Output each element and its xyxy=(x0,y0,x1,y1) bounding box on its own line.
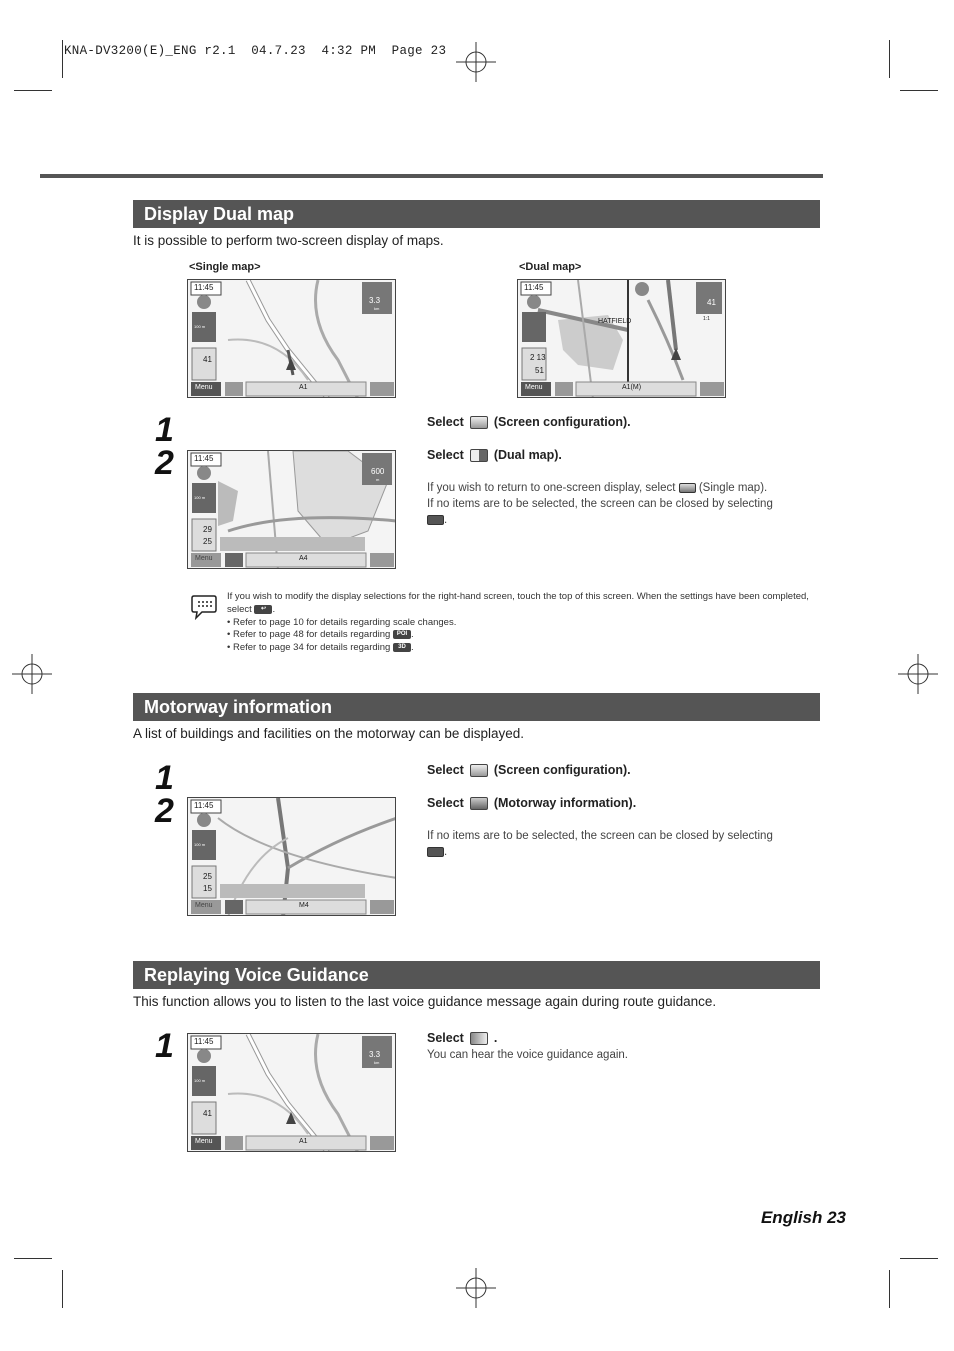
step-number-1: 1 xyxy=(155,759,174,797)
menu-button[interactable]: Menu xyxy=(195,902,213,909)
registration-mark xyxy=(456,42,496,82)
config-screen-dual xyxy=(187,450,396,569)
road-name: A1 xyxy=(299,384,308,391)
eta-readout: 25 xyxy=(203,872,212,881)
menu-button[interactable]: Menu xyxy=(195,555,213,562)
step-number-2: 2 xyxy=(155,444,174,482)
registration-mark xyxy=(898,654,938,694)
intro-motorway: A list of buildings and facilities on the motorway can be displayed. xyxy=(133,726,524,741)
step-number-2: 2 xyxy=(155,792,174,830)
info-single-map xyxy=(427,480,821,496)
distance-unit: km xyxy=(374,306,380,311)
distance-unit: m xyxy=(376,477,380,482)
section-title-motorway: Motorway information xyxy=(133,693,820,721)
section-title-dual-map: Display Dual map xyxy=(133,200,820,228)
clock: 11:45 xyxy=(194,1037,214,1046)
poi-icon: POI xyxy=(393,630,411,639)
step-1-target: (Screen configuration). xyxy=(493,763,631,777)
note-bullet-poi: • Refer to page 48 for details regarding xyxy=(227,629,391,641)
eta-readout-2: 25 xyxy=(203,537,212,546)
eta-readout: 41 xyxy=(203,355,212,364)
step-2-select: Select xyxy=(427,448,464,462)
step-number-1: 1 xyxy=(155,411,174,449)
step-1-select: Select xyxy=(427,1031,464,1045)
scale-readout: 100 m xyxy=(194,1078,206,1083)
step-1-instruction xyxy=(427,415,631,429)
motorway-step-1-instruction xyxy=(427,763,631,777)
motorway-info-close xyxy=(427,828,821,860)
road-name: A1 xyxy=(299,1138,308,1145)
voice-screen xyxy=(187,1033,396,1152)
config-screen-motorway xyxy=(187,797,396,916)
close-down-icon xyxy=(427,515,444,525)
distance-readout: 3.3 xyxy=(369,296,381,305)
dual-map-icon xyxy=(470,449,488,462)
clock: 11:45 xyxy=(524,283,544,292)
step-2-select: Select xyxy=(427,796,464,810)
screen-config-icon xyxy=(470,764,488,777)
step-2-instruction xyxy=(427,448,562,462)
eta-readout: 41 xyxy=(203,1109,212,1118)
step-2-target: (Motorway information). xyxy=(493,796,637,810)
3d-icon: 3D xyxy=(393,643,411,652)
single-map-icon xyxy=(679,483,696,493)
info-close-end: . xyxy=(444,514,448,526)
step-1-select: Select xyxy=(427,763,464,777)
clock: 11:45 xyxy=(194,283,214,292)
registration-mark xyxy=(12,654,52,694)
info-close-end: . xyxy=(444,846,448,858)
scale-readout: 100 m xyxy=(194,495,206,500)
info-text-end: (Single map). xyxy=(698,482,768,494)
note-bullet-3d: • Refer to page 34 for details regarding xyxy=(227,642,391,654)
close-down-icon xyxy=(427,847,444,857)
motorway-info-icon xyxy=(470,797,488,810)
info-close-text: If no items are to be selected, the screen can be closed by selecting xyxy=(427,830,773,842)
note-end: . xyxy=(272,603,276,615)
speaker-icon xyxy=(470,1032,488,1045)
step-2-target: (Dual map). xyxy=(493,448,562,462)
registration-mark xyxy=(456,1268,496,1308)
intro-voice: This function allows you to listen to the last voice guidance message again during route guidance. xyxy=(133,994,717,1009)
note-bullet-end: . xyxy=(410,642,414,654)
screen-config-icon xyxy=(470,416,488,429)
step-number-1: 1 xyxy=(155,1027,174,1065)
clock: 11:45 xyxy=(194,801,214,810)
scale-readout: 1:1 xyxy=(703,316,710,322)
print-header: KNA-DV3200(E)_ENG r2.1 04.7.23 4:32 PM Page 23 xyxy=(64,44,447,58)
single-map-screen xyxy=(187,279,396,398)
road-name: A1(M) xyxy=(622,384,642,391)
distance-unit: km xyxy=(374,1060,380,1065)
menu-button[interactable]: Menu xyxy=(195,384,213,391)
note-bullet-scale: • Refer to page 10 for details regarding scale changes. xyxy=(227,616,457,628)
place-label: HATFIELD xyxy=(598,318,632,325)
note-speech-icon xyxy=(190,594,218,620)
eta-readout: 29 xyxy=(203,525,212,534)
distance-readout: 600 xyxy=(371,467,385,476)
road-name: A4 xyxy=(299,555,308,562)
dual-map-label: <Dual map> xyxy=(519,261,582,273)
info-close xyxy=(427,496,821,528)
note-block xyxy=(227,591,822,655)
return-icon: ↩ xyxy=(254,605,272,614)
scale-readout: 100 m xyxy=(194,324,206,329)
motorway-step-2-instruction xyxy=(427,796,636,810)
step-1-target: . xyxy=(493,1031,498,1045)
eta-readout: 2 13 xyxy=(530,353,546,362)
eta-readout-2: 15 xyxy=(203,884,212,893)
distance-readout: 41 xyxy=(707,298,716,307)
menu-button[interactable]: Menu xyxy=(525,384,543,391)
voice-step-1-instruction xyxy=(427,1031,497,1045)
voice-info: You can hear the voice guidance again. xyxy=(427,1049,628,1061)
distance-readout: 3.3 xyxy=(369,1050,381,1059)
top-rule xyxy=(40,174,823,178)
intro-dual-map: It is possible to perform two-screen display of maps. xyxy=(133,233,444,248)
note-text: If you wish to modify the display selections for the right-hand screen, touch the top of this screen. When the settings have been completed, select xyxy=(227,591,809,615)
single-map-label: <Single map> xyxy=(189,261,261,273)
menu-button[interactable]: Menu xyxy=(195,1138,213,1145)
page-footer: English 23 xyxy=(760,1208,846,1227)
info-text: If you wish to return to one-screen display, select xyxy=(427,482,676,494)
step-1-target: (Screen configuration). xyxy=(493,415,631,429)
road-name: M4 xyxy=(299,902,309,909)
clock: 11:45 xyxy=(194,454,214,463)
dual-map-screen xyxy=(517,279,726,398)
step-1-select: Select xyxy=(427,415,464,429)
scale-readout: 100 m xyxy=(194,842,206,847)
info-close-text: If no items are to be selected, the screen can be closed by selecting xyxy=(427,498,773,510)
section-title-voice: Replaying Voice Guidance xyxy=(133,961,820,989)
eta-readout-2: 51 xyxy=(535,366,544,375)
note-bullet-end: . xyxy=(410,629,414,641)
